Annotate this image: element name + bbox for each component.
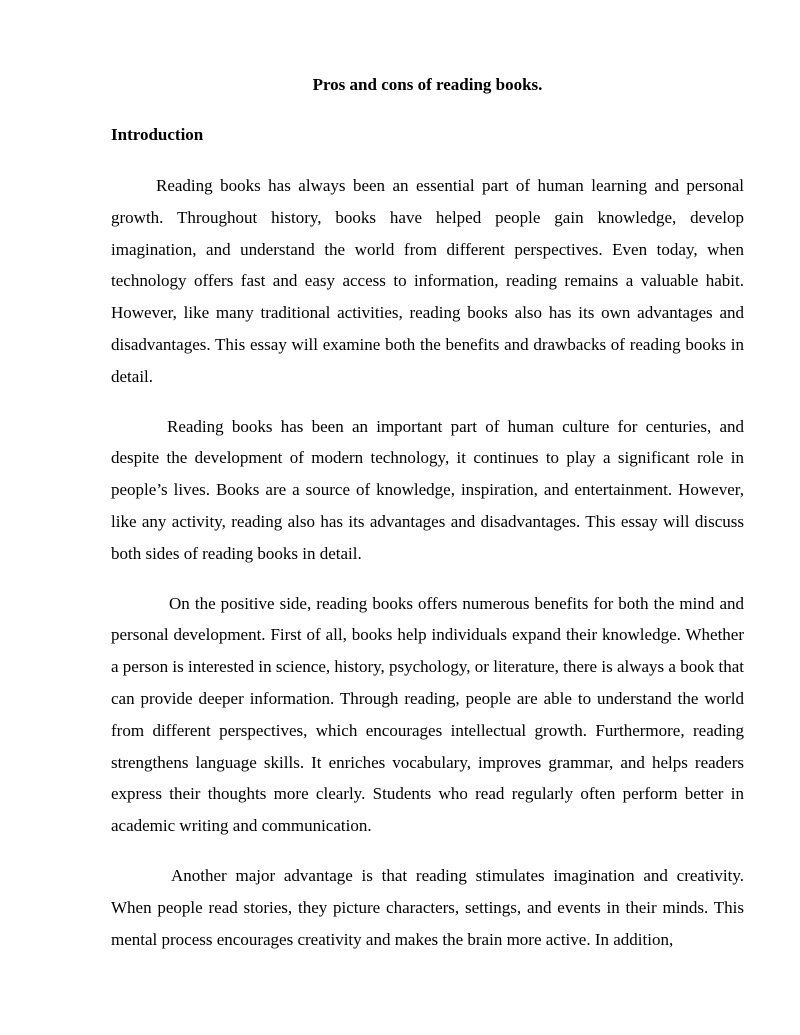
document-title: Pros and cons of reading books. xyxy=(312,75,543,94)
paragraph-3: On the positive side, reading books offers numerous benefits for both the mind and personal development. First of all, books help individuals expand their knowledge. Whether a person is interested in science, history, psychology, or literature, there is always a book that can provide deeper information. Through reading, people are able to understand the world from different perspectives, which encourages intellectual growth. Furthermore, reading strengthens language skills. It enriches vocabulary, improves grammar, and helps readers express their thoughts more clearly. Students who read regularly often perform better in academic writing and communication. xyxy=(111,593,744,836)
section-heading-introduction: Introduction xyxy=(111,125,204,144)
paragraph-1: Reading books has always been an essential part of human learning and personal growth. Throughout history, books have helped people gain knowledge, develop imagination, and understand the world from different perspectives. Even today, when technology offers fast and easy access to information, reading remains a valuable habit. However, like many traditional activities, reading books also has its own advantages and disadvantages. This essay will examine both the benefits and drawbacks of reading books in detail. xyxy=(111,176,744,386)
paragraph-4: Another major advantage is that reading stimulates imagination and creativity. When people read stories, they picture characters, settings, and events in their minds. This mental process encourages creativity and makes the brain more active. In addition, xyxy=(111,865,744,949)
paragraph-2: Reading books has been an important part of human culture for centuries, and despite the development of modern technology, it continues to play a significant role in people’s lives. Books are a source of knowledge, inspiration, and entertainment. However, like any activity, reading also has its advantages and disadvantages. This essay will discuss both sides of reading books in detail. xyxy=(111,416,744,563)
document-page xyxy=(111,72,744,973)
